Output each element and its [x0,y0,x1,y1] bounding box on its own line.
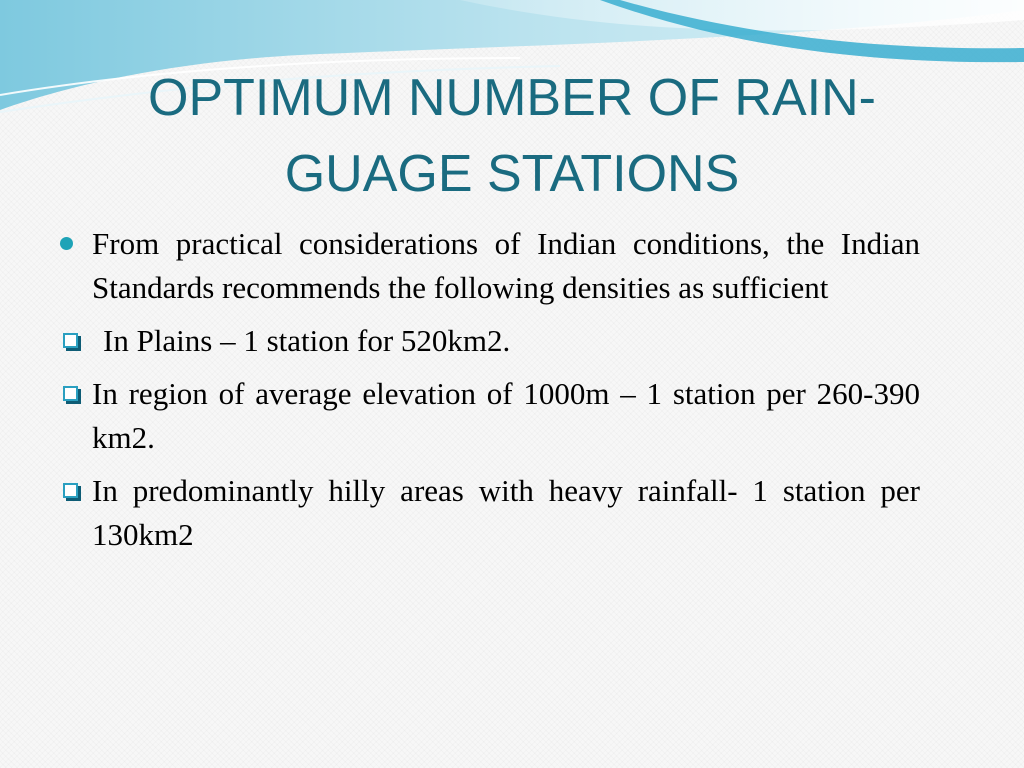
square-bullet-icon [63,483,78,498]
bullet-text: In predominantly hilly areas with heavy rainfall- 1 station per 130km2 [92,473,920,552]
circle-bullet-icon [60,237,73,250]
list-item [60,372,920,460]
list-item [60,319,920,363]
bullet-text: In region of average elevation of 1000m – 1 station per 260-390 km2. [92,376,920,455]
bullet-text: In Plains – 1 station for 520km2. [103,323,511,358]
square-bullet-icon [63,333,78,348]
bullet-list [60,222,920,566]
slide-title: OPTIMUM NUMBER OF RAIN-GUAGE STATIONS [148,69,876,203]
bullet-text: From practical considerations of Indian conditions, the Indian Standards recommends the following densities as sufficient [92,226,920,305]
square-bullet-icon [63,386,78,401]
list-item [60,469,920,557]
list-item [60,222,920,310]
